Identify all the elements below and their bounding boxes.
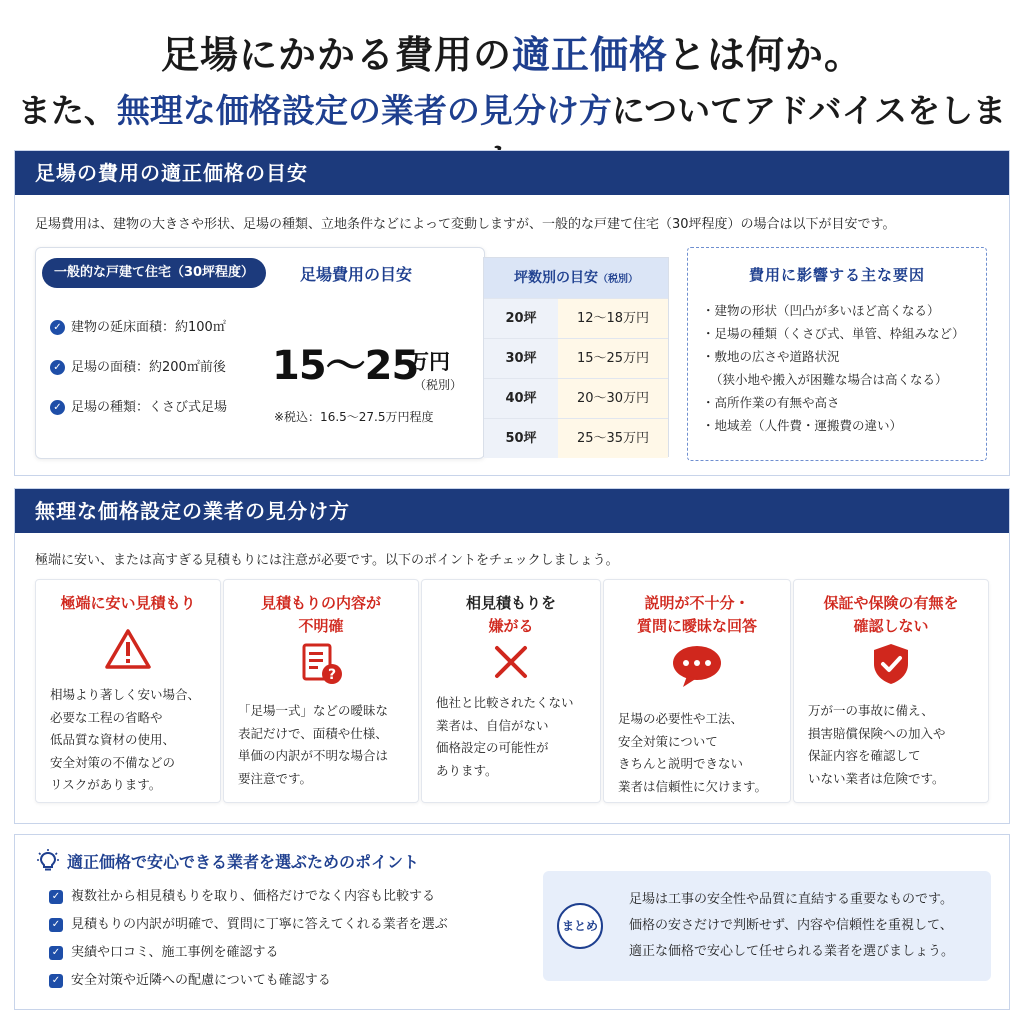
title-line: 説明が不十分・	[644, 594, 750, 612]
title-line-1	[0, 30, 1024, 80]
check-item	[50, 318, 226, 338]
warning-title	[224, 592, 418, 638]
tip-text: 安全対策や近隣への配慮についても確認する	[71, 973, 331, 988]
body-line: 業者は信頼性に欠けます。	[618, 778, 768, 794]
title-highlight: 適正価格	[511, 32, 668, 77]
fee-tax-included: ※税込：16.5〜27.5万円程度	[274, 410, 434, 424]
warning-card	[421, 579, 601, 803]
factor-item: ・地域差（人件費・運搬費の違い）	[702, 418, 903, 433]
tips-title-text: 適正価格で安心できる業者を選ぶためのポイント	[67, 852, 420, 872]
summary-label: まとめ	[557, 903, 603, 949]
check-icon: ✓	[50, 400, 65, 415]
body-line: 足場の必要性や工法、	[618, 711, 744, 726]
factors-title: 費用に影響する主な要因	[748, 266, 925, 284]
warning-title	[794, 592, 988, 638]
section-heading: 無理な価格設定の業者の見分け方	[15, 489, 1009, 533]
body-line: 必要な工程の省略や	[50, 709, 163, 725]
table-row	[484, 378, 668, 418]
section-intro: 足場費用は、建物の大きさや形状、足場の種類、立地条件などによって変動しますが、一般的な戸建て住宅（30坪程度）の場合は以下が目安です。	[35, 217, 896, 232]
tip-text: 複数社から相見積もりを取り、価格だけでなく内容も比較する	[71, 889, 436, 904]
body-line: リスクがあります。	[50, 777, 162, 792]
body-line: 損害賠償保険への加入や	[808, 725, 946, 741]
warning-body	[238, 700, 410, 790]
warning-card	[603, 579, 791, 803]
title-text: とは何か。	[668, 32, 864, 77]
factor-item: ・建物の形状（凹凸が多いほど高くなる）	[702, 303, 940, 318]
table-title-note: （税別）	[598, 274, 638, 285]
body-line: 相場より著しく安い場合、	[50, 687, 201, 702]
body-line: 単価の内訳が不明な場合は	[238, 748, 389, 763]
warning-title	[604, 592, 790, 638]
table-cell: 20坪	[484, 299, 558, 338]
check-icon: ✓	[49, 974, 63, 988]
factor-item: ・足場の種類（くさび式、単管、枠組みなど）	[702, 326, 965, 341]
check-text: 建物の延床面積：約100㎡	[71, 320, 226, 335]
table-cell: 20〜30万円	[558, 379, 668, 418]
check-icon: ✓	[49, 918, 63, 932]
document-question-icon	[296, 642, 346, 690]
section-heading: 足場の費用の適正価格の目安	[15, 151, 1009, 195]
check-item	[50, 398, 227, 418]
svg-text:?: ?	[327, 667, 337, 683]
title-line: 不明確	[298, 617, 344, 635]
cost-factors-box	[687, 247, 987, 461]
table-row	[484, 418, 668, 458]
summary-box	[543, 871, 991, 981]
table-row	[484, 338, 668, 378]
body-line: いない業者は危険です。	[808, 770, 945, 786]
body-line: 安全対策の不備などの	[50, 754, 176, 770]
check-text: 足場の種類：くさび式足場	[71, 400, 228, 415]
tip-text: 見積もりの内訳が明確で、質問に丁寧に答えてくれる業者を選ぶ	[71, 917, 448, 932]
warning-body	[618, 708, 782, 798]
check-icon: ✓	[50, 360, 65, 375]
lightbulb-icon	[37, 849, 59, 877]
tsubo-table	[483, 257, 669, 457]
shield-check-icon	[871, 642, 911, 690]
fee-label: 足場費用の目安	[300, 265, 413, 284]
fee-range: 15〜25	[272, 343, 419, 389]
warning-title	[422, 592, 600, 638]
title-highlight: 無理な価格設定の業者の見分け方	[116, 91, 612, 130]
warning-title: 極端に安い見積もり	[60, 594, 196, 612]
table-title: 坪数別の目安	[514, 270, 598, 286]
tip-item	[49, 887, 435, 907]
factor-item: ・敷地の広さや道路状況	[702, 349, 840, 364]
body-line: 安全対策について	[618, 733, 718, 749]
body-line: 要注意です。	[238, 770, 313, 786]
title-line: 保証や保険の有無を	[823, 594, 959, 612]
factor-item: ・高所作業の有無や高さ	[702, 395, 840, 410]
check-text: 足場の面積：約200㎡前後	[71, 360, 226, 375]
body-line: 万が一の事故に備え、	[808, 703, 934, 718]
fee-unit: 万円	[408, 350, 450, 374]
summary-line: 適正な価格で安心して任せられる業者を選びましょう。	[629, 944, 955, 959]
title-text: 足場にかかる費用の	[160, 32, 512, 77]
table-cell: 25〜35万円	[558, 419, 668, 458]
fee-tax-note: （税別）	[414, 378, 463, 392]
tips-title	[37, 849, 419, 877]
table-cell: 50坪	[484, 419, 558, 458]
price-guide-panel	[14, 150, 1010, 476]
table-cell: 15〜25万円	[558, 339, 668, 378]
summary-text	[629, 887, 954, 965]
tip-item	[49, 943, 278, 963]
body-line: あります。	[436, 762, 498, 778]
title-text: また、	[17, 91, 117, 130]
body-line: 「足場一式」などの曖昧な	[238, 703, 389, 718]
table-cell: 30坪	[484, 339, 558, 378]
check-icon: ✓	[49, 946, 63, 960]
warning-body	[808, 700, 980, 790]
speech-bubble-icon	[671, 644, 723, 692]
check-item	[50, 358, 226, 378]
tip-text: 実績や口コミ、施工事例を確認する	[71, 945, 279, 960]
title-text: についてアドバイスをしま	[611, 91, 1007, 130]
cross-icon	[491, 642, 531, 686]
body-line: 業者は、自信がない	[436, 717, 549, 733]
tips-panel	[14, 834, 1010, 1010]
table-cell: 40坪	[484, 379, 558, 418]
warning-body	[50, 684, 212, 797]
summary-line: 価格の安さだけで判断せず、内容や信頼性を重視して、	[629, 918, 953, 933]
body-line: 保証内容を確認して	[808, 748, 921, 763]
bad-contractor-panel	[14, 488, 1010, 824]
body-line: 低品質な資材の使用、	[50, 732, 176, 747]
warning-card	[793, 579, 989, 803]
check-icon: ✓	[50, 320, 65, 335]
summary-line: 足場は工事の安全性や品質に直結する重要なものです。	[629, 892, 953, 907]
table-header	[484, 258, 668, 298]
title-line: 確認しない	[853, 617, 929, 635]
typical-house-card	[35, 247, 485, 459]
section-intro: 極端に安い、または高すぎる見積もりには注意が必要です。以下のポイントをチェックしましょう。	[35, 553, 619, 568]
table-row	[484, 298, 668, 338]
title-line: 質問に曖昧な回答	[636, 617, 757, 635]
factor-item: （狭小地や搬入が困難な場合は高くなる）	[710, 372, 948, 387]
table-cell: 12〜18万円	[558, 299, 668, 338]
title-line: 見積もりの内容が	[260, 594, 381, 612]
body-line: きちんと説明できない	[618, 756, 744, 771]
house-type-badge: 一般的な戸建て住宅（30坪程度）	[42, 258, 266, 288]
warning-triangle-icon	[104, 628, 152, 674]
tip-item	[49, 971, 331, 991]
factors-list	[688, 299, 986, 437]
warning-body	[436, 692, 592, 782]
warning-card	[35, 579, 221, 803]
body-line: 他社と比較されたくない	[436, 695, 574, 710]
tip-item	[49, 915, 448, 935]
body-line: 価格設定の可能性が	[436, 740, 549, 755]
check-icon: ✓	[49, 890, 63, 904]
title-line: 嫌がる	[488, 617, 534, 635]
warning-card	[223, 579, 419, 803]
body-line: 表記だけで、面積や仕様、	[238, 725, 388, 741]
title-line: 相見積もりを	[465, 594, 556, 612]
